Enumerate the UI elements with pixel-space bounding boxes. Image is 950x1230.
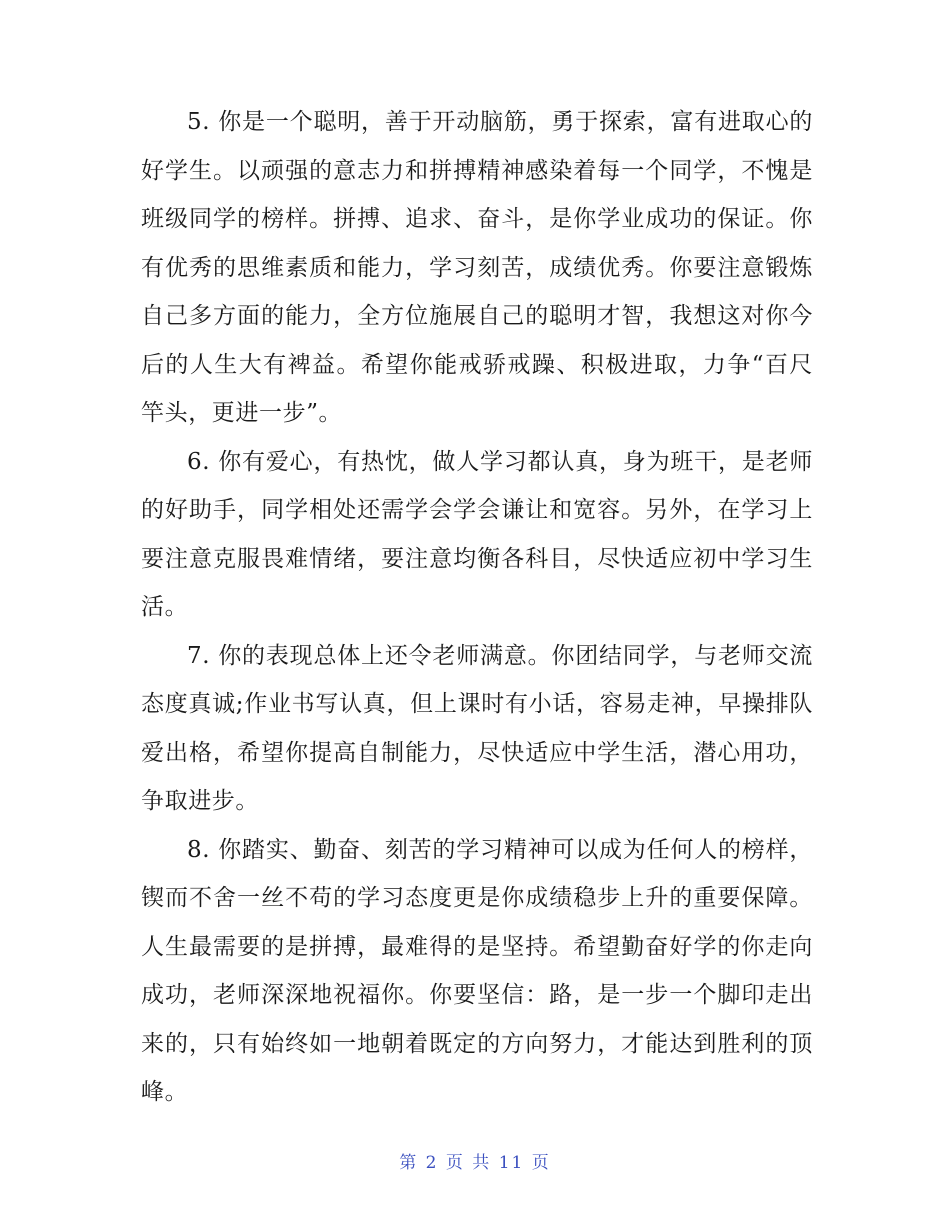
document-body xyxy=(141,98,813,1117)
paragraph-8: 8. 你踏实、勤奋、刻苦的学习精神可以成为任何人的榜样，锲而不舍一丝不苟的学习态度更是你成绩稳步上升的重要保障。人生最需要的是拼搏，最难得的是坚持。希望勤奋好学的你走向成功，老师深深地祝福你。你要坚信：路，是一步一个脚印走出来的，只有始终如一地朝着既定的方向努力，才能达到胜利的顶峰。 xyxy=(141,836,813,1105)
page-number-footer: 第 2 页 共 11 页 xyxy=(399,1153,551,1173)
paragraph-5: 5. 你是一个聪明，善于开动脑筋，勇于探索，富有进取心的好学生。以顽强的意志力和拼搏精神感染着每一个同学，不愧是班级同学的榜样。拼搏、追求、奋斗，是你学业成功的保证。你有优秀的思维素质和能力，学习刻苦，成绩优秀。你要注意锻炼自己多方面的能力，全方位施展自己的聪明才智，我想这对你今后的人生大有裨益。希望你能戒骄戒躁、积极进取，力争“百尺竿头，更进一步”。 xyxy=(141,109,813,426)
paragraph-7: 7. 你的表现总体上还令老师满意。你团结同学，与老师交流态度真诚;作业书写认真，但上课时有小话，容易走神，早操排队爱出格，希望你提高自制能力，尽快适应中学生活，潜心用功，争取进步。 xyxy=(141,642,813,814)
paragraph-6: 6. 你有爱心，有热忱，做人学习都认真，身为班干，是老师的好助手，同学相处还需学会学会谦让和宽容。另外，在学习上要注意克服畏难情绪，要注意均衡各科目，尽快适应初中学习生活。 xyxy=(141,448,813,620)
